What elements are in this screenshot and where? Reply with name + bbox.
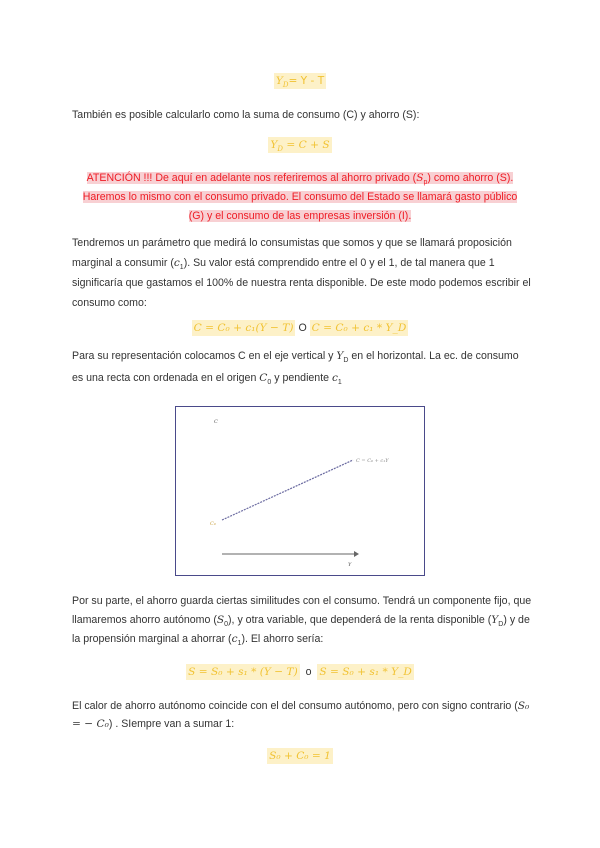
consumption-line — [222, 460, 353, 520]
line-label: C = C₀ + c₁Y — [356, 458, 389, 464]
x-axis-arrow-icon — [354, 551, 359, 557]
intercept-label: C₀ — [210, 521, 216, 527]
paragraph-sum: También es posible calcularlo como la suma de consumo (C) y ahorro (S): — [72, 109, 420, 121]
warning-note: ATENCIÓN !!! De aquí en adelante nos referiremos al ahorro privado $(S_p)$ como ahorro (S). Haremos lo mismo con el consumo privado. El consumo del Estado se llamará gasto público (G) y el consumo de las empresas inversión (I). — [82, 172, 518, 222]
equation-saving: S = S₀ + s₁ * (Y − T) o S = S₀ + s₁ * Y_D — [188, 666, 412, 678]
paragraph-mpc: Tendremos un parámetro que medirá lo consumistas que somos y que se llamará proposición marginal a consumir $(c_1)$. Su valor está comprendido entre el 0 y el 1, de tal manera que 1 significaría que gastamos el 100% de nuestra renta disponible. De este modo podemos escribir el consumo como: — [72, 237, 531, 309]
equation-sum-one: S₀ + C₀ = 1 — [269, 750, 331, 762]
equation-income-sum: $Y_D = C + S$ — [270, 139, 330, 154]
consumption-graph — [175, 406, 425, 576]
x-axis-label: Y — [348, 562, 352, 568]
paragraph-representation: Para su representación colocamos C en el eje vertical y $Y_D$ en el horizontal. La ec. de consumo es una recta con ordenada en el origen $C_0$ y pendiente $c_1$ — [72, 350, 519, 387]
paragraph-autonomous: El calor de ahorro autónomo coincide con el del consumo autónomo, pero con signo contrario (S₀ = − C₀) . SIempre van a sumar 1: — [72, 700, 530, 730]
paragraph-saving: Por su parte, el ahorro guarda ciertas similitudes con el consumo. Tendrá un componente fijo, que llamaremos ahorro autónomo $(S_0)$, y otra variable, que dependerá de la renta disponible $(Y_D)$ y de la propensión marginal a ahorrar $(c_1)$. El ahorro sería: — [72, 595, 532, 648]
equation-consumption: C = C₀ + c₁(Y − T) O C = C₀ + c₁ * Y_D — [193, 322, 407, 334]
y-axis-label: C — [214, 419, 218, 425]
equation-disposable-income: $Y_D= Y - T$ — [275, 75, 325, 90]
